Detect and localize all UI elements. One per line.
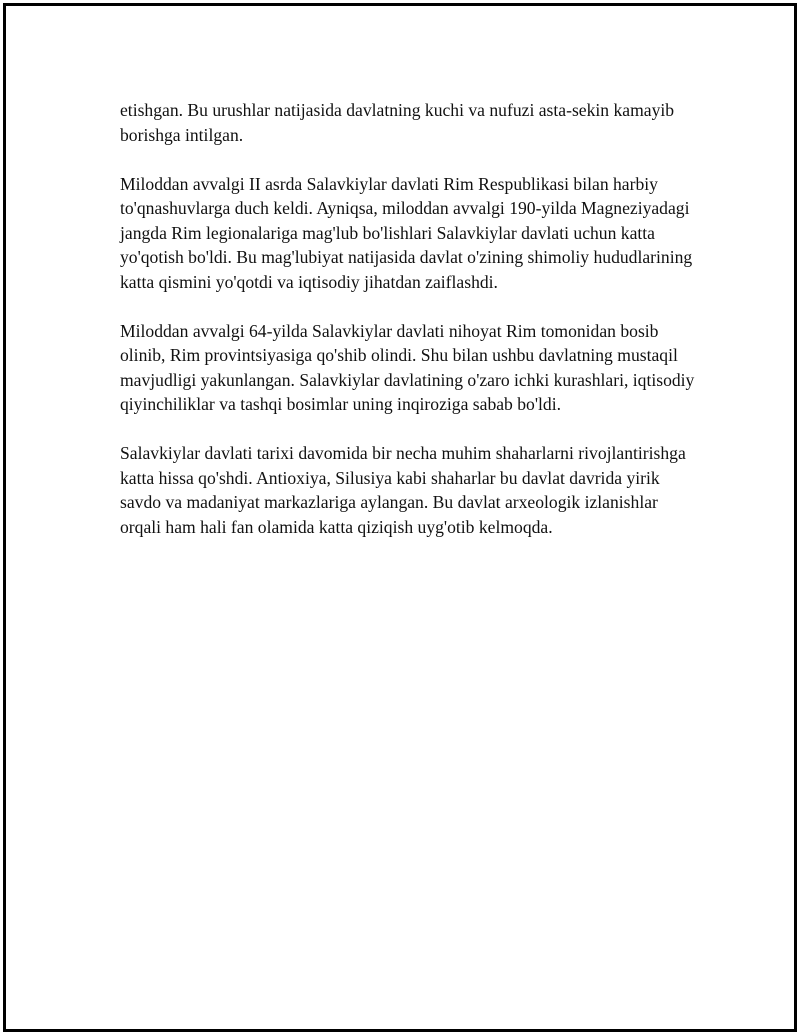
- document-body: [120, 98, 695, 564]
- paragraph-4: Salavkiylar davlati tarixi davomida bir necha muhim shaharlarni rivojlantirishga katta hissa qo'shdi. Antioxiya, Silusiya kabi shaharlar bu davlat davrida yirik savdo va madaniyat markazlariga aylangan. Bu davlat arxeologik izlanishlar orqali ham hali fan olamida katta qiziqish uyg'otib kelmoqda.: [120, 443, 686, 537]
- paragraph-2: Miloddan avvalgi II asrda Salavkiylar davlati Rim Respublikasi bilan harbiy to'qnashuvlarga duch keldi. Ayniqsa, miloddan avvalgi 190-yilda Magneziyadagi jangda Rim legionalariga mag'lub bo'lishlari Salavkiylar davlati uchun katta yo'qotish bo'ldi. Bu mag'lubiyat natijasida davlat o'zining shimoliy hududlarining katta qismini yo'qotdi va iqtisodiy jihatdan zaiflashdi.: [120, 173, 693, 292]
- paragraph-3: Miloddan avvalgi 64-yilda Salavkiylar davlati nihoyat Rim tomonidan bosib olinib, Rim provintsiyasiga qo'shib olindi. Shu bilan ushbu davlatning mustaqil mavjudligi yakunlangan. Salavkiylar davlatining o'zaro ichki kurashlari, iqtisodiy qiyinchiliklar va tashqi bosimlar uning inqiroziga sabab bo'ldi.: [120, 320, 695, 414]
- paragraph-1: etishgan. Bu urushlar natijasida davlatning kuchi va nufuzi asta-sekin kamayib borishga intilgan.: [120, 100, 675, 145]
- document-page: [3, 3, 797, 1032]
